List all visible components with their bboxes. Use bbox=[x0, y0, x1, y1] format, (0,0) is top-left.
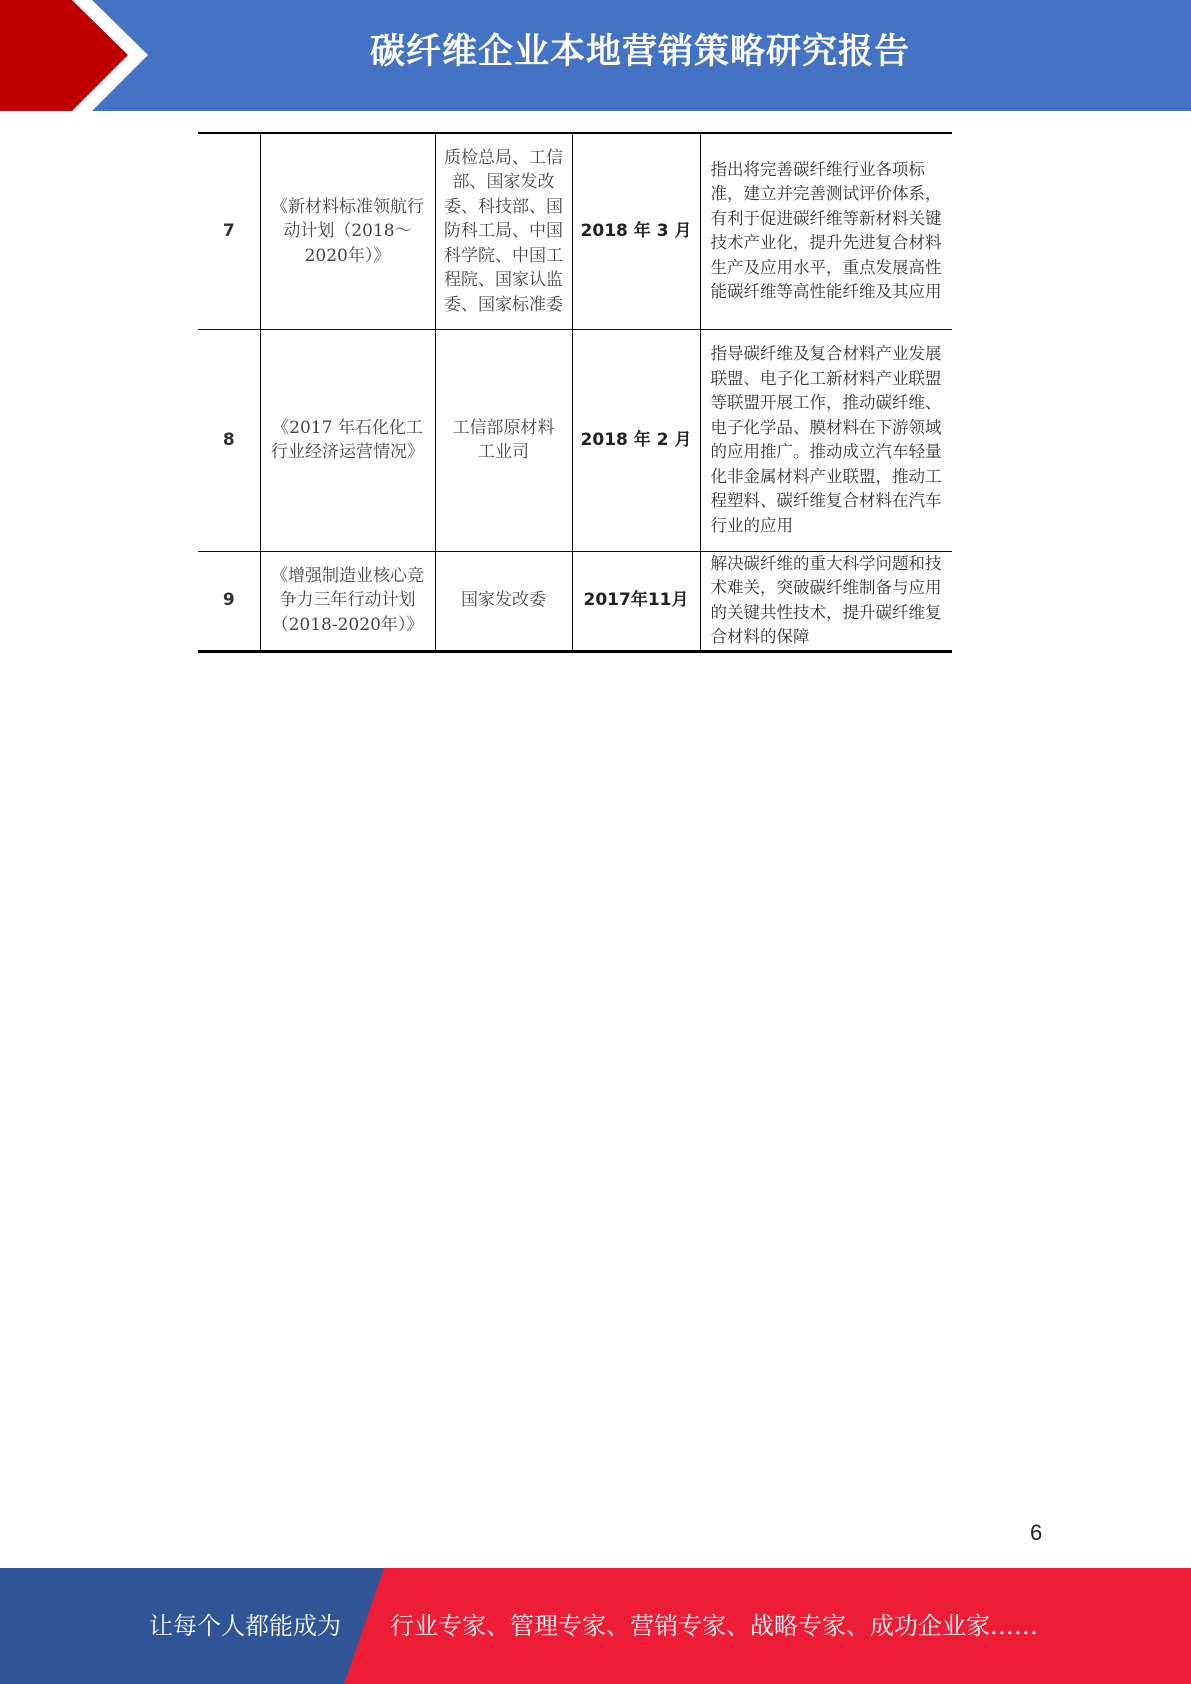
policy-description: 指导碳纤维及复合材料产业发展联盟、电子化工新材料产业联盟等联盟开展工作，推动碳纤维、电子化学品、膜材料在下游领域的应用推广。推动成立汽车轻量化非金属材料产业联盟，推动工程塑料、碳纤维复合材料在汽车行业的应用 bbox=[700, 329, 952, 551]
page-number: 6 bbox=[1030, 1520, 1043, 1545]
row-number: 8 bbox=[198, 329, 260, 551]
table-row bbox=[198, 133, 952, 329]
table-row bbox=[198, 329, 952, 551]
policy-table bbox=[198, 132, 952, 653]
issuing-department: 质检总局、工信部、国家发改委、科技部、国防科工局、中国科学院、中国工程院、国家认监委、国家标准委 bbox=[435, 133, 572, 329]
issue-date: 2017年11月 bbox=[572, 551, 700, 651]
policy-name: 《增强制造业核心竞争力三年行动计划（2018-2020年）》 bbox=[260, 551, 435, 651]
footer-slogan-right: 行业专家、管理专家、营销专家、战略专家、成功企业家…… bbox=[390, 1612, 1038, 1640]
table-row bbox=[198, 551, 952, 651]
policy-name: 《新材料标准领航行动计划（2018～2020年）》 bbox=[260, 133, 435, 329]
policy-description: 指出将完善碳纤维行业各项标准，建立并完善测试评价体系，有利于促进碳纤维等新材料关键技术产业化，提升先进复合材料生产及应用水平，重点发展高性能碳纤维等高性能纤维及其应用 bbox=[700, 133, 952, 329]
issuing-department: 工信部原材料工业司 bbox=[435, 329, 572, 551]
policy-name: 《2017 年石化化工行业经济运营情况》 bbox=[260, 329, 435, 551]
header-title: 碳纤维企业本地营销策略研究报告 bbox=[369, 32, 910, 72]
footer-slogan-left: 让每个人都能成为 bbox=[149, 1612, 341, 1640]
policy-description: 解决碳纤维的重大科学问题和技术难关，突破碳纤维制备与应用的关键共性技术，提升碳纤维复合材料的保障 bbox=[700, 551, 952, 651]
row-number: 9 bbox=[198, 551, 260, 651]
page-footer bbox=[0, 1568, 1191, 1684]
issuing-department: 国家发改委 bbox=[435, 551, 572, 651]
issue-date: 2018 年 2 月 bbox=[572, 329, 700, 551]
page-header bbox=[0, 0, 1191, 111]
issue-date: 2018 年 3 月 bbox=[572, 133, 700, 329]
row-number: 7 bbox=[198, 133, 260, 329]
